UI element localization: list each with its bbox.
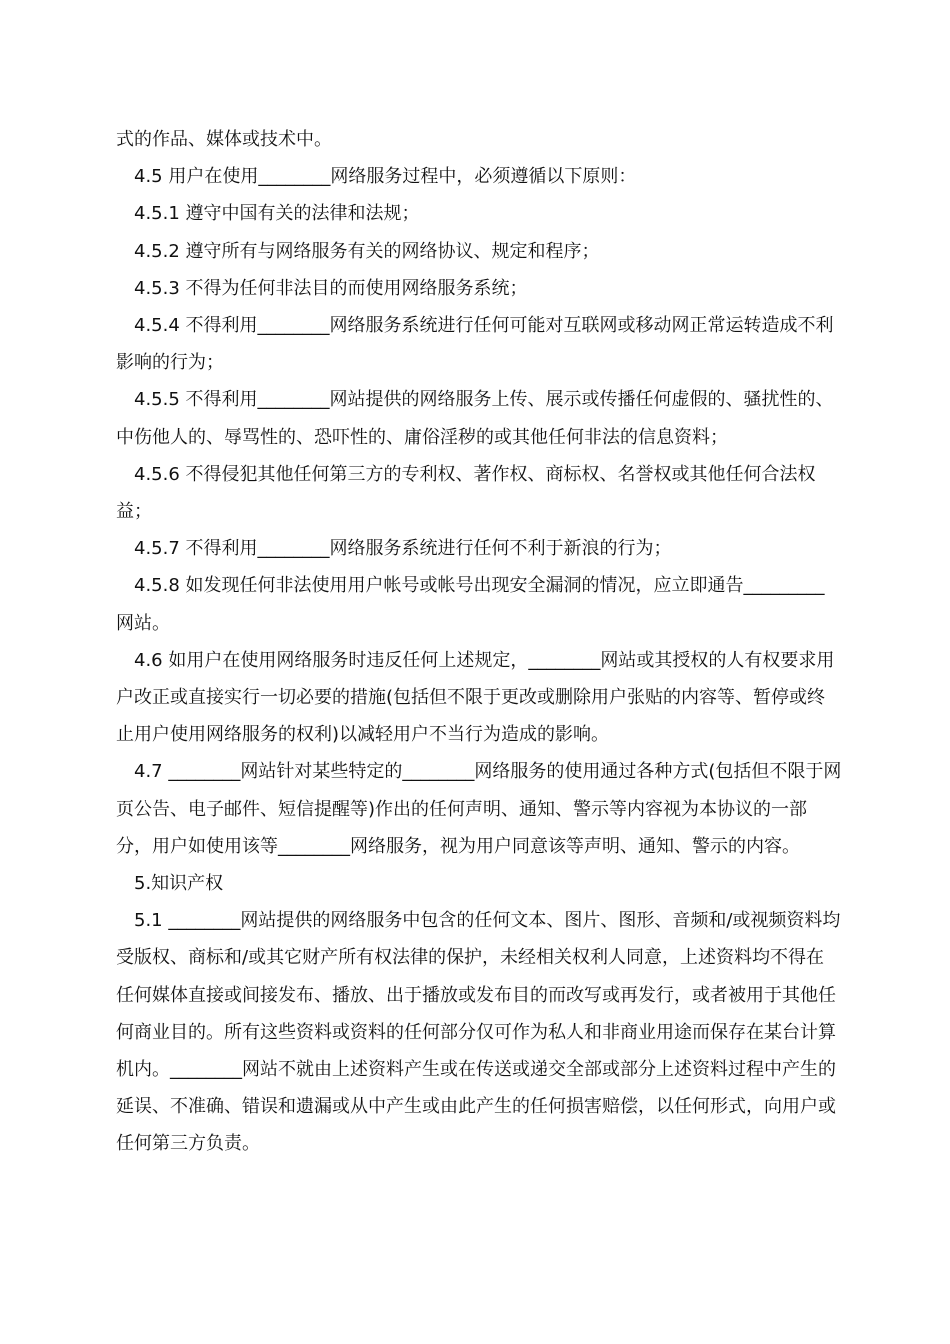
clause-4-5-5: 4.5.5 不得利用________网站提供的网络服务上传、展示或传播任何虚假的、骚扰性的、中伤他人的、辱骂性的、恐吓性的、庸俗淫秽的或其他任何非法的信息资料； (116, 389, 834, 448)
clause-4-5: 4.5 用户在使用________网络服务过程中，必须遵循以下原则： (134, 166, 637, 188)
clause-4-7: 4.7 ________网站针对某些特定的________网络服务的使用通过各种方式(包括但不限于网页公告、电子邮件、短信提醒等)作出的任何声明、通知、警示等内容视为本协议的一部分，用户如使用该等________网络服务，视为用户同意该等声明、通知、警示的内容。 (116, 761, 842, 857)
document-body (116, 121, 842, 1163)
clause-4-5-3: 4.5.3 不得为任何非法目的而使用网络服务系统； (134, 277, 528, 299)
paragraph-continuation: 式的作品、媒体或技术中。 (116, 129, 332, 150)
clause-4-5-2: 4.5.2 遵守所有与网络服务有关的网络协议、规定和程序； (134, 240, 600, 262)
clause-5-1: 5.1 ________网站提供的网络服务中包含的任何文本、图片、图形、音频和/或视频资料均受版权、商标和/或其它财产所有权法律的保护，未经相关权利人同意，上述资料均不得在任何媒体直接或间接发布、播放、出于播放或发布目的而改写或再发行，或者被用于其他任何商业目的。所有这些资料或资料的任何部分仅可作为私人和非商业用途而保存在某台计算机内。________网站不就由上述资料产生或在传送或递交全部或部分上述资料过程中产生的延误、不准确、错误和遗漏或从中产生或由此产生的任何损害赔偿，以任何形式，向用户或任何第三方负责。 (116, 910, 841, 1155)
clause-4-5-4: 4.5.4 不得利用________网络服务系统进行任何可能对互联网或移动网正常运转造成不利影响的行为； (116, 315, 834, 374)
section-heading-5: 5.知识产权 (134, 873, 224, 895)
clause-4-5-8: 4.5.8 如发现任何非法使用用户帐号或帐号出现安全漏洞的情况，应立即通告_________网站。 (116, 575, 825, 634)
clause-4-5-6: 4.5.6 不得侵犯其他任何第三方的专利权、著作权、商标权、名誉权或其他任何合法权益； (116, 463, 816, 523)
clause-4-5-7: 4.5.7 不得利用________网络服务系统进行任何不利于新浪的行为； (134, 538, 672, 560)
clause-4-6: 4.6 如用户在使用网络服务时违反任何上述规定，________网站或其授权的人有权要求用户改正或直接实行一切必要的措施(包括但不限于更改或删除用户张贴的内容等、暂停或终止用户使用网络服务的权利)以减轻用户不当行为造成的影响。 (116, 649, 835, 746)
clause-4-5-1: 4.5.1 遵守中国有关的法律和法规； (134, 203, 420, 225)
